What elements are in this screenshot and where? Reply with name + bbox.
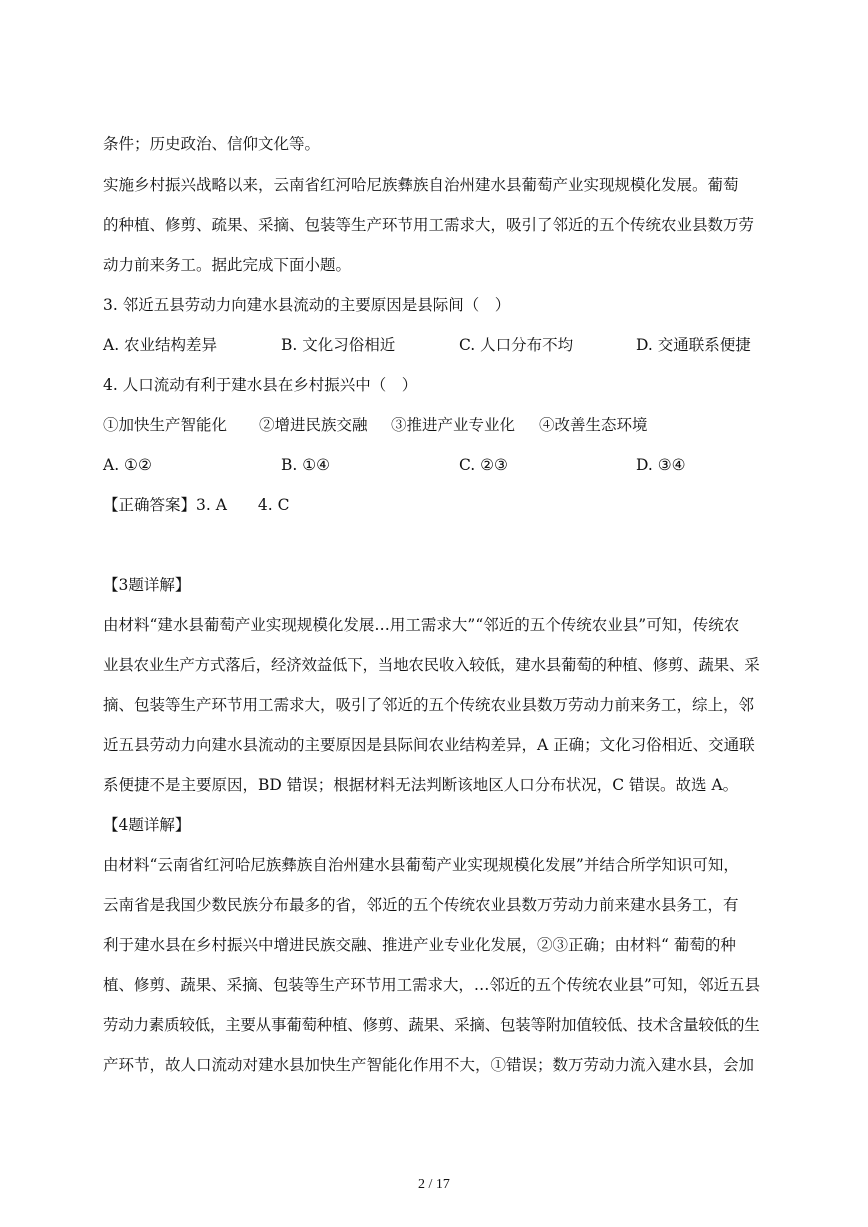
detail-4-line: 植、修剪、蔬果、采摘、包装等生产环节用工需求大，…邻近的五个传统农业县”可知，邻近五县: [103, 976, 760, 994]
detail-4-heading: 【4题详解】: [103, 816, 191, 834]
correct-answer: 【正确答案】3. A 4. C: [103, 496, 290, 514]
detail-3-line: 摘、包装等生产环节用工需求大，吸引了邻近的五个传统农业县数万劳动力前来务工，综上，邻: [103, 696, 755, 714]
question-3-stem: 3. 邻近五县劳动力向建水县流动的主要原因是县际间（ ）: [103, 296, 511, 314]
intro-line: 动力前来务工。据此完成下面小题。: [103, 256, 352, 274]
q4-item-1: ①加快生产智能化: [103, 416, 228, 434]
q4-item-2: ②增进民族交融: [259, 416, 368, 434]
q4-option-c: C. ②③: [459, 456, 508, 474]
q4-option-a: A. ①②: [103, 456, 152, 474]
detail-3-heading: 【3题详解】: [103, 576, 191, 594]
question-4-stem: 4. 人口流动有利于建水县在乡村振兴中（ ）: [103, 376, 418, 394]
detail-4-line: 劳动力素质较低，主要从事葡萄种植、修剪、蔬果、采摘、包装等附加值较低、技术含量较低的生: [103, 1016, 760, 1034]
detail-4-line: 产环节，故人口流动对建水县加快生产智能化作用不大，①错误；数万劳动力流入建水县，会加: [103, 1056, 755, 1074]
q3-option-d: D. 交通联系便捷: [636, 336, 751, 354]
page-number: 2 / 17: [418, 1177, 450, 1192]
q4-option-b: B. ①④: [281, 456, 331, 474]
detail-4-line: 由材料“云南省红河哈尼族彝族自治州建水县葡萄产业实现规模化发展”并结合所学知识可知，: [103, 856, 739, 874]
detail-3-line: 系便捷不是主要原因，BD 错误；根据材料无法判断该地区人口分布状况，C 错误。故选 A。: [103, 776, 739, 794]
q3-option-b: B. 文化习俗相近: [281, 336, 396, 354]
detail-4-line: 利于建水县在乡村振兴中增进民族交融、推进产业专业化发展，②③正确；由材料“ 葡萄的种: [103, 936, 736, 954]
intro-line: 的种植、修剪、疏果、采摘、包装等生产环节用工需求大，吸引了邻近的五个传统农业县数万劳: [103, 216, 755, 234]
q3-option-c: C. 人口分布不均: [459, 336, 574, 354]
q4-option-d: D. ③④: [636, 456, 686, 474]
detail-3-line: 近五县劳动力向建水县流动的主要原因是县际间农业结构差异，A 正确；文化习俗相近、交通联: [103, 736, 755, 754]
q4-item-4: ④改善生态环境: [539, 416, 648, 434]
detail-4-line: 云南省是我国少数民族分布最多的省，邻近的五个传统农业县数万劳动力前来建水县务工，有: [103, 896, 739, 914]
intro-line: 条件；历史政治、信仰文化等。: [103, 135, 321, 153]
q3-option-a: A. 农业结构差异: [103, 336, 218, 354]
q4-item-3: ③推进产业专业化: [391, 416, 516, 434]
detail-3-line: 业县农业生产方式落后，经济效益低下，当地农民收入较低，建水县葡萄的种植、修剪、蔬果、采: [103, 656, 760, 674]
detail-3-line: 由材料“建水县葡萄产业实现规模化发展…用工需求大”“邻近的五个传统农业县”可知，传统农: [103, 616, 740, 634]
intro-line: 实施乡村振兴战略以来，云南省红河哈尼族彝族自治州建水县葡萄产业实现规模化发展。葡萄: [103, 176, 739, 194]
